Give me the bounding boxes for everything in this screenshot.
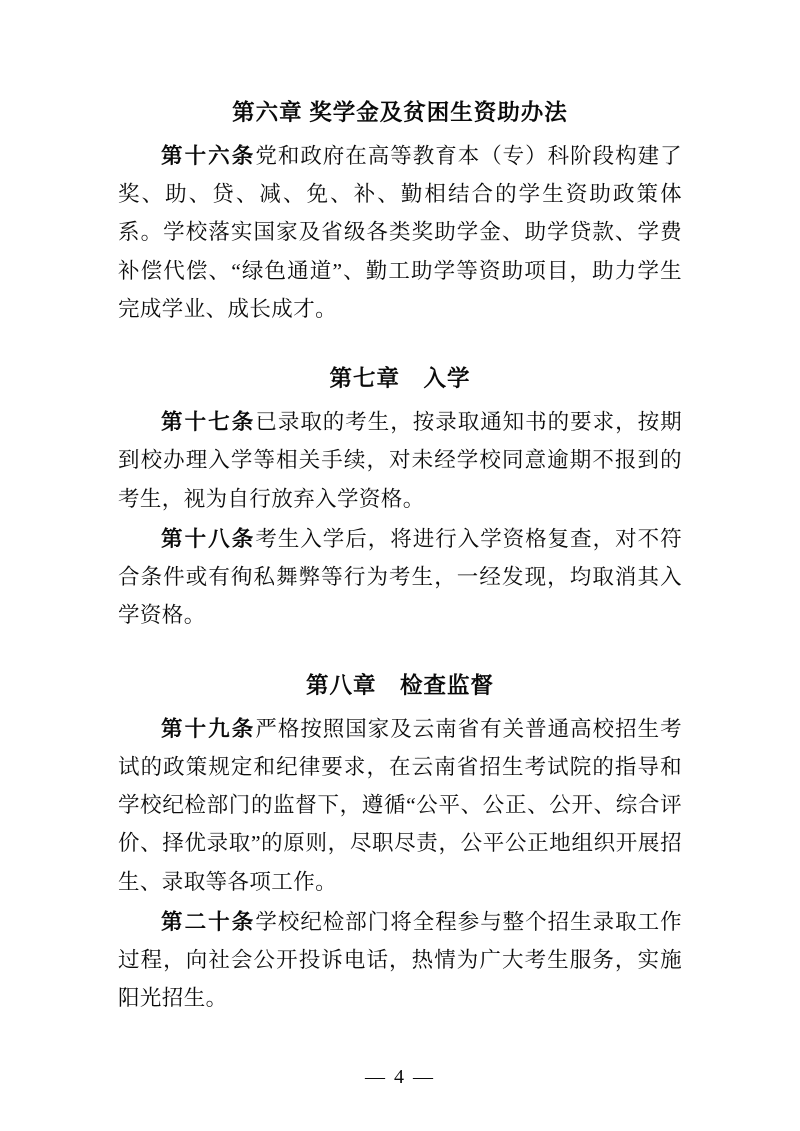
- article-text-18: 考生入学后，将进行入学资格复查，对不符合条件或有徇私舞弊等行为考生，一经发现，均取消其入学资格。: [118, 526, 682, 628]
- article-text-17: 已录取的考生，按录取通知书的要求，按期到校办理入学等相关手续，对未经学校同意逾期不报到的考生，视为自行放弃入学资格。: [118, 410, 682, 511]
- article-number-19: 第十九条: [161, 716, 256, 741]
- article-number-20: 第二十条: [161, 909, 256, 934]
- chapter-heading-six: 第六章 奖学金及贫困生资助办法: [232, 100, 568, 125]
- article-paragraph-19: [118, 710, 682, 901]
- section-spacer: [118, 330, 682, 340]
- section-spacer: [118, 637, 682, 647]
- article-paragraph-18: [118, 520, 682, 635]
- article-paragraph-16: [118, 137, 682, 328]
- article-paragraph-17: [118, 403, 682, 518]
- page-number: — 4 —: [365, 1066, 435, 1088]
- article-number-18: 第十八条: [161, 526, 256, 551]
- article-number-17: 第十七条: [161, 410, 256, 435]
- article-number-16: 第十六条: [161, 143, 256, 168]
- document-body: [118, 96, 682, 1018]
- article-paragraph-20: [118, 903, 682, 1018]
- article-text-20: 学校纪检部门将全程参与整个招生录取工作过程，向社会公开投诉电话，热情为广大考生服务，实施阳光招生。: [118, 909, 682, 1011]
- chapter-heading-eight: 第八章 检查监督: [305, 672, 494, 698]
- chapter-heading-seven: 第七章 入学: [329, 366, 471, 392]
- article-text-16: 党和政府在高等教育本（专）科阶段构建了奖、助、贷、减、免、补、勤相结合的学生资助政策体系。学校落实国家及省级各类奖助学金、助学贷款、学费补偿代偿、“绿色通道”、勤工助学等资助项目，助力学生完成学业、成长成才。: [118, 143, 682, 321]
- article-text-19: 严格按照国家及云南省有关普通高校招生考试的政策规定和纪律要求，在云南省招生考试院的指导和学校纪检部门的监督下，遵循“公平、公正、公开、综合评价、择优录取”的原则，尽职尽责，公平公正地组织开展招生、录取等各项工作。: [118, 716, 682, 894]
